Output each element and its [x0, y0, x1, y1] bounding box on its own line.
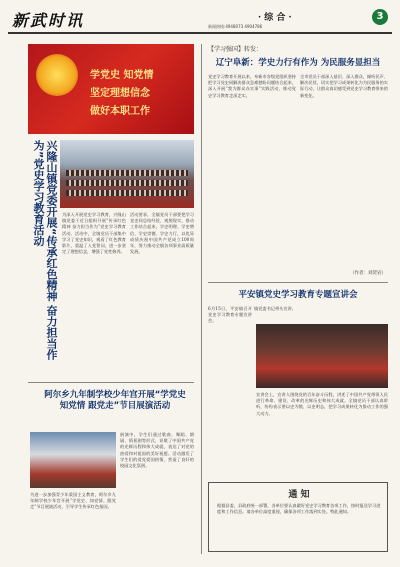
- lead-story-photo: [60, 140, 194, 208]
- fourth-story-column-1: 6月15日，平安镇召开党史学习教育专题宣讲会。: [208, 306, 252, 324]
- party-history-banner-image: [28, 44, 194, 134]
- second-story-headline: 阿尔乡九年制学校少年宫开展“学党史 知党情 跟党走”节目展演活动: [44, 390, 186, 411]
- right-story-column-1: 党史学习教育开展以来，阜新市各级党组织坚持把学习党史同解决群众急难愁盼问题结合起来，深入开展“我为群众办实事”实践活动，推动党史学习教育走深走实。: [208, 74, 296, 98]
- right-story-headline: 辽宁阜新：学史力行有作为 为民服务显担当: [215, 58, 381, 68]
- photo-crowd-row: [66, 190, 188, 196]
- photo-crowd-row: [66, 180, 188, 186]
- lead-story-column-1: 为深入开展党史学习教育，兴隆山镇党委于近日组织开展“传承红色精神 奋力担当作为”党史学习教育活动。活动中，全镇党员干部集中学习了党史知识，观看了红色教育影片，重温了入党誓词，进一步坚定了理想信念，增强了党性修养。: [62, 212, 126, 255]
- right-story-byline: （作者：刘贺岩）: [350, 271, 386, 276]
- divider: [208, 282, 388, 283]
- second-story-column-2: 展演中，学生们通过歌曲、舞蹈、朗诵、情景剧等形式，讴歌了中国共产党的光辉历程和伟大成就，表达了对党的热爱和对祖国的美好祝愿。活动激发了学生们的爱党爱国热情，营造了良好的校园文化氛围。: [120, 432, 194, 469]
- notice-text: 根据县委、县政府统一部署，各单位要认真做好党史学习教育各项工作，按时报送学习进度和工作信息。请各单位高度重视，确保各项工作落到实处。特此通知。: [217, 503, 381, 515]
- notice-box: [208, 482, 388, 552]
- masthead-info: 新闻热线:4948073 4904786: [208, 24, 263, 29]
- column-divider: [201, 44, 202, 554]
- party-emblem-icon: [36, 54, 78, 96]
- masthead-logo: 新武时讯: [12, 11, 85, 30]
- second-story-column-1: 为进一步加强青少年爱国主义教育，阿尔乡九年制学校少年宫开展“学党史、知党情、跟党走”节目展演活动，引导学生传承红色基因。: [30, 492, 116, 510]
- notice-title: 通 知: [288, 490, 310, 500]
- lead-story-headline: 兴隆山镇党委开展“传承红色精神 奋力担当作为”党史学习教育活动: [32, 140, 58, 361]
- right-story-column-2: 全市党员干部深入基层、深入群众，倾听民声、解决民忧，切实把学习成果转化为为民服务的实际行动，让群众真切感受到党史学习教育带来的新变化。: [300, 74, 388, 98]
- banner-line-2: 坚定理想信念: [90, 88, 150, 99]
- divider: [28, 382, 194, 383]
- banner-line-1: 学党史 知党情: [90, 70, 154, 81]
- section-label: · 综 合 ·: [258, 13, 292, 23]
- fourth-story-column-3: 宣讲会上，宣讲人围绕党的百年奋斗历程，讲述了中国共产党带领人民进行革命、建设、改革的光辉历史和伟大成就。全镇党员干部认真聆听，纷纷表示要以史为镜、以史明志，把学习成果转化为推动工作的强大动力。: [256, 392, 388, 416]
- second-story-photo: [30, 432, 116, 488]
- masthead: [8, 6, 392, 34]
- right-story-kicker: 【学习强国】转发：: [208, 46, 263, 53]
- banner-line-3: 做好本职工作: [90, 106, 150, 117]
- page-number-badge: 3: [372, 9, 388, 25]
- lead-story-column-2: 活动要求，全镇党员干部要把学习党史同总结经验、观照现实、推动工作结合起来，学史明理、学史增信、学史崇德、学史力行，以优异成绩庆祝中国共产党成立100周年，努力推动全镇各项事业高质量发展。: [130, 212, 194, 255]
- photo-crowd-row: [66, 170, 188, 176]
- fourth-story-headline: 平安镇党史学习教育专题宣讲会: [238, 290, 358, 300]
- fourth-story-column-2: 镇党委书记带头宣讲。: [254, 306, 296, 311]
- fourth-story-photo: [256, 324, 388, 388]
